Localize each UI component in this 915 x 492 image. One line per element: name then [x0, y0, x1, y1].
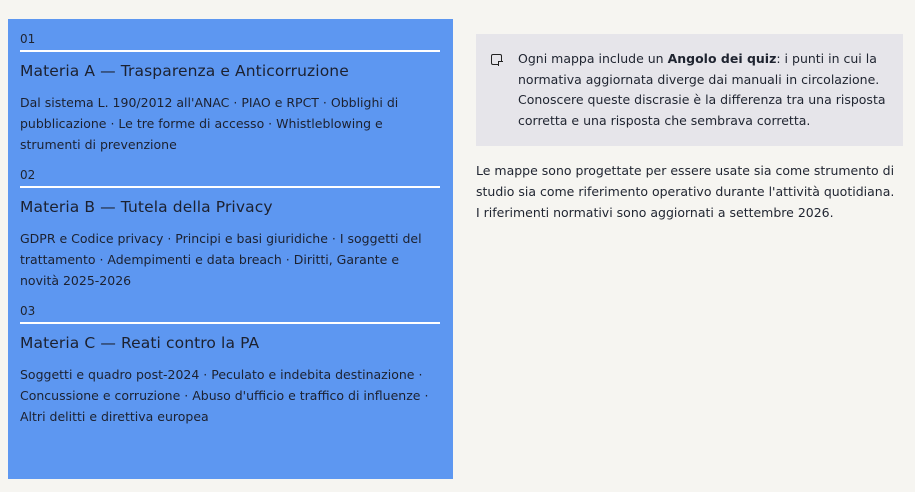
quiz-note-callout	[476, 34, 903, 146]
section-materia-a	[20, 31, 440, 155]
section-divider	[20, 50, 440, 52]
note-highlight: Angolo dei quiz	[667, 51, 777, 66]
section-title: Materia A — Trasparenza e Anticorruzione	[20, 62, 349, 80]
section-divider	[20, 322, 440, 324]
section-description: GDPR e Codice privacy · Principi e basi giuridiche · I soggetti del trattamento · Adempimenti e data breach · Diritti, Garante e novità 2025-2026	[20, 231, 422, 288]
note-text	[518, 49, 887, 131]
section-materia-c	[20, 303, 440, 427]
section-number: 02	[20, 168, 36, 182]
note-text-intro: Ogni mappa include un	[518, 51, 668, 66]
section-number: 03	[20, 304, 36, 318]
section-description: Dal sistema L. 190/2012 all'ANAC · PIAO e RPCT · Obblighi di pubblicazione · Le tre forme di accesso · Whistleblowing e strumenti di prevenzione	[20, 95, 399, 152]
subjects-panel	[8, 19, 453, 479]
section-description: Soggetti e quadro post-2024 · Peculato e indebita destinazione · Concussione e corruzione · Abuso d'ufficio e traffico di influenze · Altri delitti e direttiva europea	[20, 367, 429, 424]
section-divider	[20, 186, 440, 188]
section-materia-b	[20, 167, 440, 291]
note-icon	[491, 54, 502, 65]
section-title: Materia C — Reati contro la PA	[20, 334, 260, 352]
note-text-rest: : i punti in cui la normativa aggiornata diverge dai manuali in circolazione. Conoscere queste discrasie è la differenza tra una risposta corretta e una risposta che sembrava corretta.	[518, 51, 886, 128]
section-title: Materia B — Tutela della Privacy	[20, 198, 273, 216]
section-number: 01	[20, 32, 36, 46]
info-paragraph: Le mappe sono progettate per essere usate sia come strumento di studio sia come riferimento operativo durante l'attività quotidiana. I riferimenti normativi sono aggiornati a settembre 2026.	[476, 163, 895, 220]
